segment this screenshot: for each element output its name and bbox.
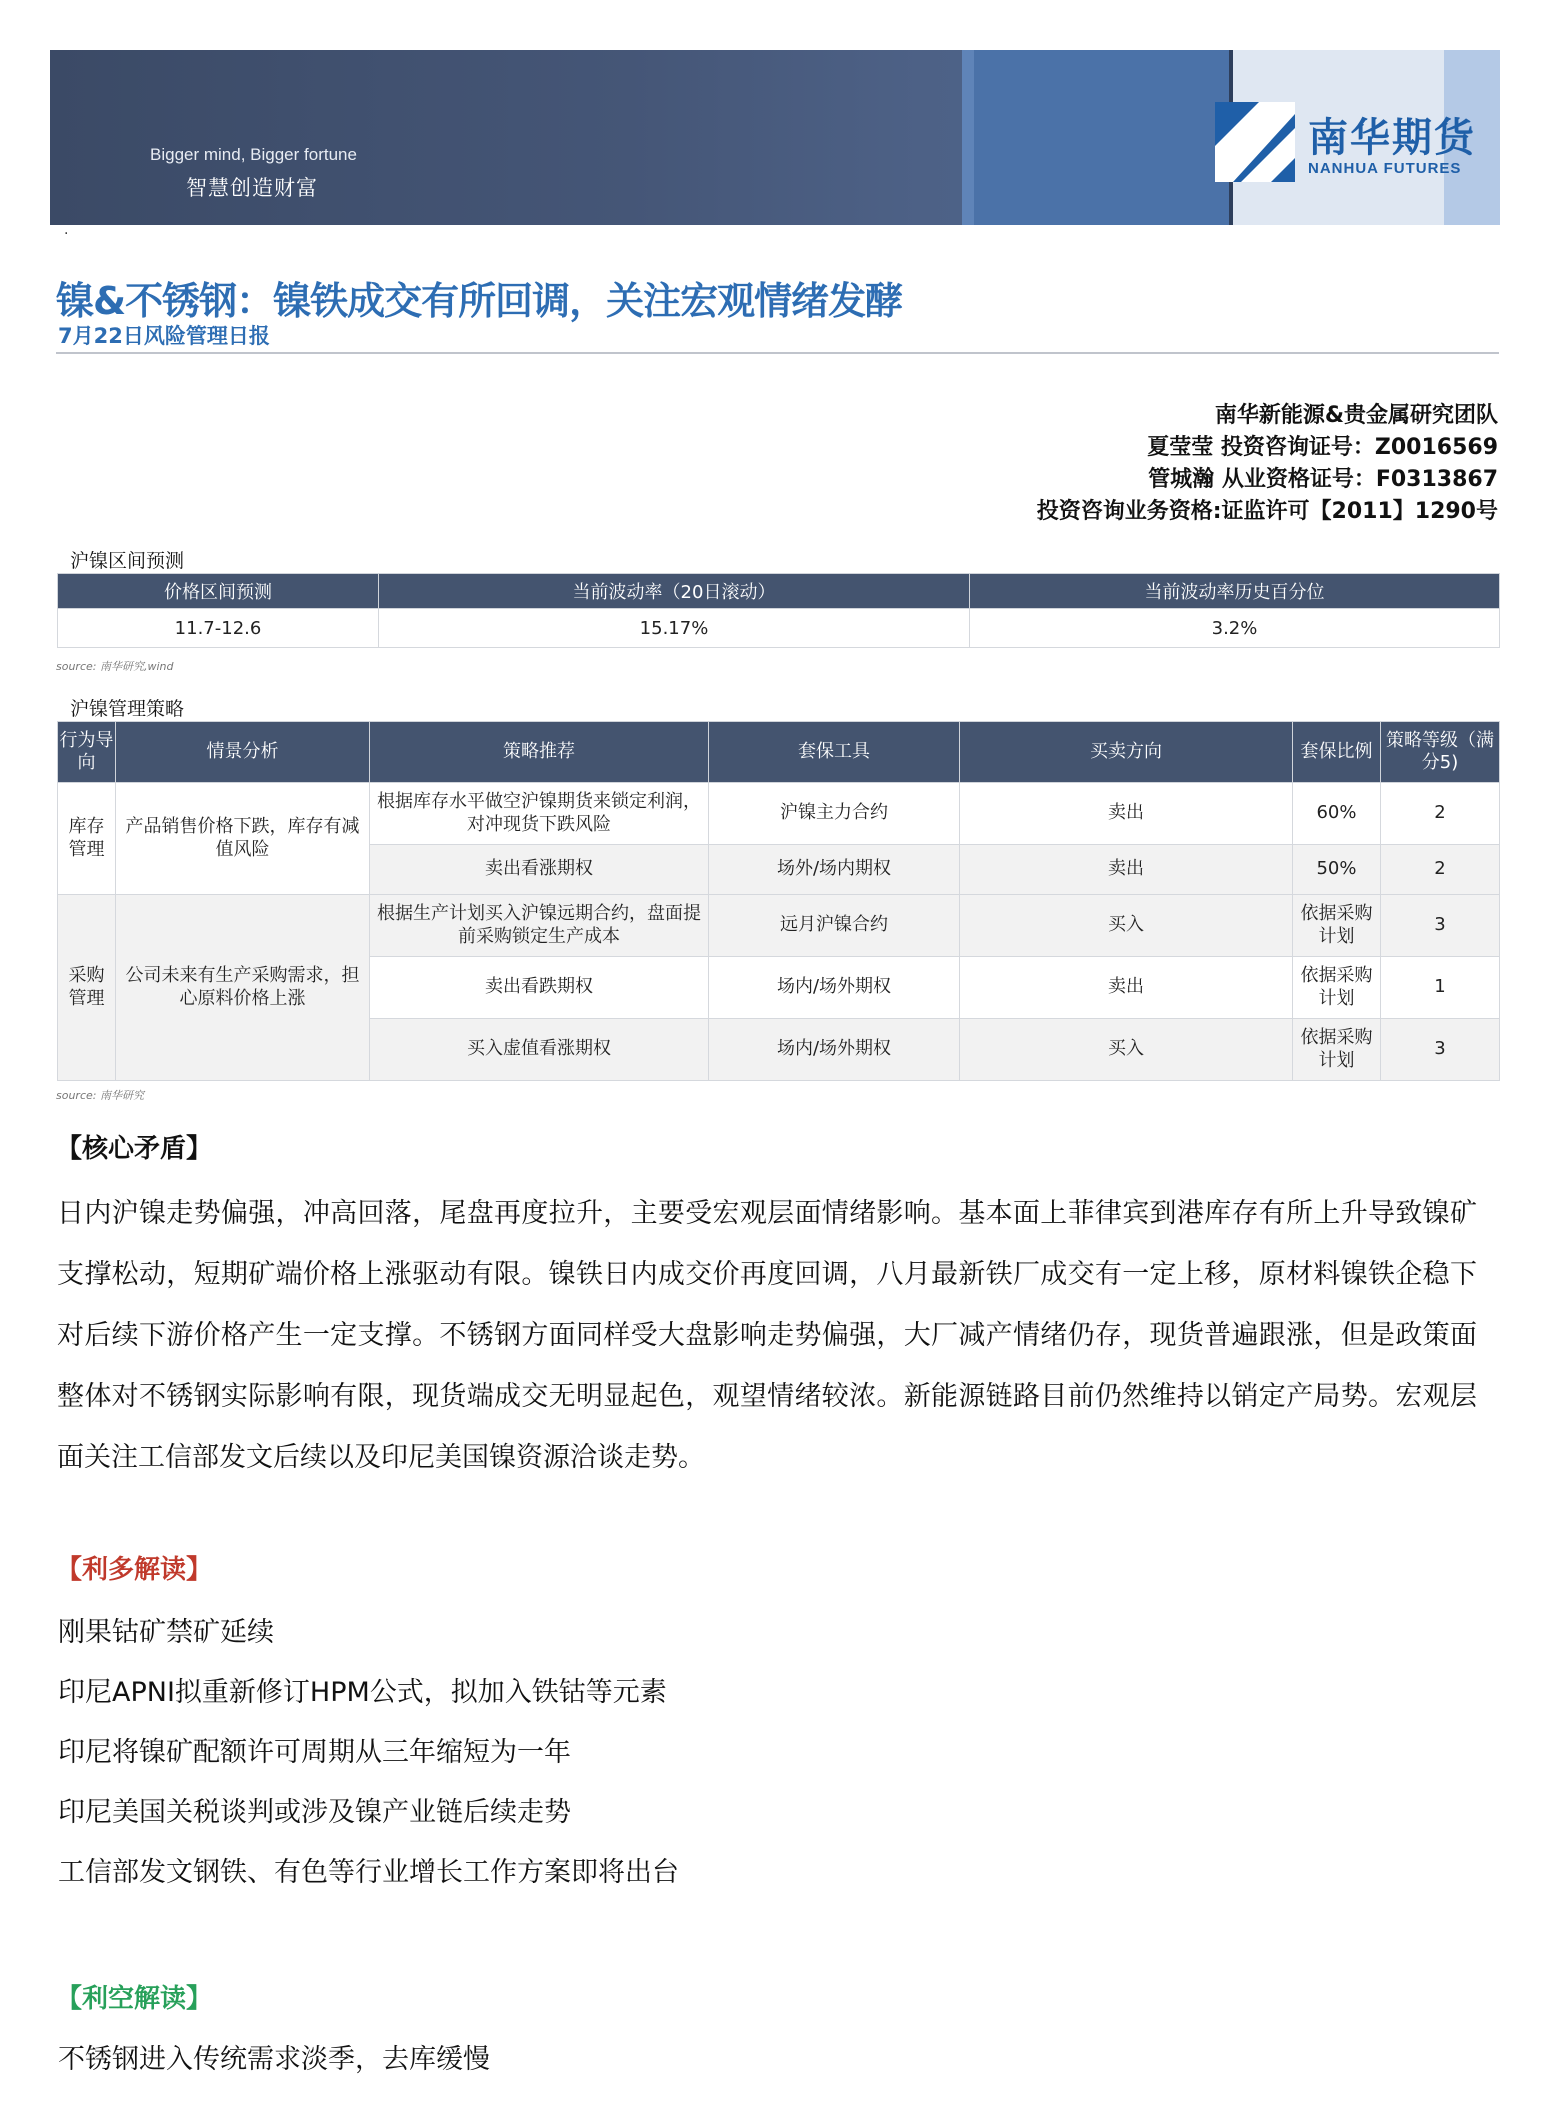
- table-cell: 场内/场外期权: [709, 1019, 960, 1081]
- bullish-item: 印尼APNI拟重新修订HPM公式，拟加入铁钴等元素: [58, 1677, 667, 1708]
- table-cell: 2: [1381, 783, 1500, 845]
- table-header-cell: 套保比例: [1293, 722, 1381, 783]
- bullish-item: 刚果钴矿禁矿延续: [58, 1617, 274, 1648]
- table-cell: 11.7-12.6: [58, 609, 379, 648]
- table-cell: 依据采购计划: [1293, 895, 1381, 957]
- table-header-row: [58, 722, 1500, 783]
- table-cell: 卖出: [960, 845, 1293, 895]
- table-cell: 50%: [1293, 845, 1381, 895]
- report-subtitle: 7月22日风险管理日报: [58, 324, 270, 348]
- table-cell: 2: [1381, 845, 1500, 895]
- table-cell: 买入: [960, 1019, 1293, 1081]
- table-cell-scenario: 产品销售价格下跌，库存有减值风险: [116, 783, 370, 895]
- table-header-cell: 策略等级（满分5): [1381, 722, 1500, 783]
- bullish-item: 工信部发文钢铁、有色等行业增长工作方案即将出台: [58, 1857, 679, 1888]
- table-cell-orientation: 库存管理: [58, 783, 116, 895]
- table-header-cell: 策略推荐: [370, 722, 709, 783]
- table-cell: 3.2%: [970, 609, 1500, 648]
- table-header-cell: 套保工具: [709, 722, 960, 783]
- table-cell-scenario: 公司未来有生产采购需求，担心原料价格上涨: [116, 895, 370, 1081]
- table-cell: 沪镍主力合约: [709, 783, 960, 845]
- core-paragraph: 日内沪镍走势偏强，冲高回落，尾盘再度拉升，主要受宏观层面情绪影响。基本面上菲律宾到港库存有所上升导致镍矿支撑松动，短期矿端价格上涨驱动有限。镍铁日内成交价再度回调，八月最新铁厂成交有一定上移，原材料镍铁企稳下对后续下游价格产生一定支撑。不锈钢方面同样受大盘影响走势偏强，大厂减产情绪仍存，现货普遍跟涨，但是政策面整体对不锈钢实际影响有限，现货端成交无明显起色，观望情绪较浓。新能源链路目前仍然维持以销定产局势。宏观层面关注工信部发文后续以及印尼美国镍资源洽谈走势。: [57, 1198, 1477, 1473]
- author-license: 投资咨询业务资格:证监许可【2011】1290号: [1036, 499, 1498, 524]
- table-header-cell: 当前波动率历史百分位: [970, 574, 1500, 609]
- table-cell: 卖出: [960, 957, 1293, 1019]
- bullet-dot: ·: [64, 226, 69, 242]
- table-cell: 1: [1381, 957, 1500, 1019]
- range-forecast-table: [57, 573, 1500, 648]
- strategy-table: [57, 721, 1500, 1081]
- core-heading: 【核心矛盾】: [56, 1134, 213, 1164]
- table-row: [58, 895, 1500, 957]
- author-analyst-2: 管城瀚 从业资格证号：F0313867: [1148, 467, 1498, 492]
- table-cell: 根据生产计划买入沪镍远期合约，盘面提前采购锁定生产成本: [370, 895, 709, 957]
- table-cell: 场内/场外期权: [709, 957, 960, 1019]
- bearish-heading: 【利空解读】: [56, 1984, 213, 2014]
- bullish-heading: 【利多解读】: [56, 1555, 213, 1585]
- table-cell: 3: [1381, 1019, 1500, 1081]
- table-cell: 买入: [960, 895, 1293, 957]
- table-row: [58, 609, 1500, 648]
- author-team: 南华新能源&贵金属研究团队: [1214, 403, 1498, 428]
- nanhua-logo-icon: [1215, 102, 1295, 182]
- table-cell: 远月沪镍合约: [709, 895, 960, 957]
- header-banner: [50, 50, 1500, 225]
- strategy-table-source: source: 南华研究: [56, 1089, 144, 1102]
- table-cell: 15.17%: [379, 609, 970, 648]
- range-table-caption: 沪镍区间预测: [70, 550, 185, 572]
- slogan-cn: 智慧创造财富: [186, 176, 318, 200]
- table-header-cell: 当前波动率（20日滚动）: [379, 574, 970, 609]
- logo-text-en: NANHUA FUTURES: [1308, 160, 1462, 177]
- table-cell: 卖出看涨期权: [370, 845, 709, 895]
- report-title: 镍&不锈钢：镍铁成交有所回调，关注宏观情绪发酵: [56, 279, 903, 323]
- table-header-cell: 情景分析: [116, 722, 370, 783]
- table-cell: 买入虚值看涨期权: [370, 1019, 709, 1081]
- slogan-en: Bigger mind, Bigger fortune: [150, 145, 357, 164]
- bullish-item: 印尼将镍矿配额许可周期从三年缩短为一年: [58, 1737, 571, 1768]
- table-cell: 60%: [1293, 783, 1381, 845]
- table-header-row: [58, 574, 1500, 609]
- table-cell-orientation: 采购管理: [58, 895, 116, 1081]
- table-header-cell: 价格区间预测: [58, 574, 379, 609]
- author-analyst-1: 夏莹莹 投资咨询证号：Z0016569: [1147, 435, 1498, 460]
- table-header-cell: 行为导向: [58, 722, 116, 783]
- table-cell: 卖出: [960, 783, 1293, 845]
- logo-text-cn: 南华期货: [1308, 115, 1476, 161]
- bearish-item: 不锈钢进入传统需求淡季，去库缓慢: [58, 2044, 490, 2075]
- table-cell: 根据库存水平做空沪镍期货来锁定利润，对冲现货下跌风险: [370, 783, 709, 845]
- bullish-item: 印尼美国关税谈判或涉及镍产业链后续走势: [58, 1797, 571, 1828]
- table-row: [58, 783, 1500, 845]
- table-cell: 卖出看跌期权: [370, 957, 709, 1019]
- table-cell: 3: [1381, 895, 1500, 957]
- table-header-cell: 买卖方向: [960, 722, 1293, 783]
- table-cell: 依据采购计划: [1293, 1019, 1381, 1081]
- strategy-table-caption: 沪镍管理策略: [70, 698, 185, 720]
- title-divider: [56, 352, 1499, 354]
- table-cell: 场外/场内期权: [709, 845, 960, 895]
- range-table-source: source: 南华研究,wind: [56, 660, 174, 673]
- table-cell: 依据采购计划: [1293, 957, 1381, 1019]
